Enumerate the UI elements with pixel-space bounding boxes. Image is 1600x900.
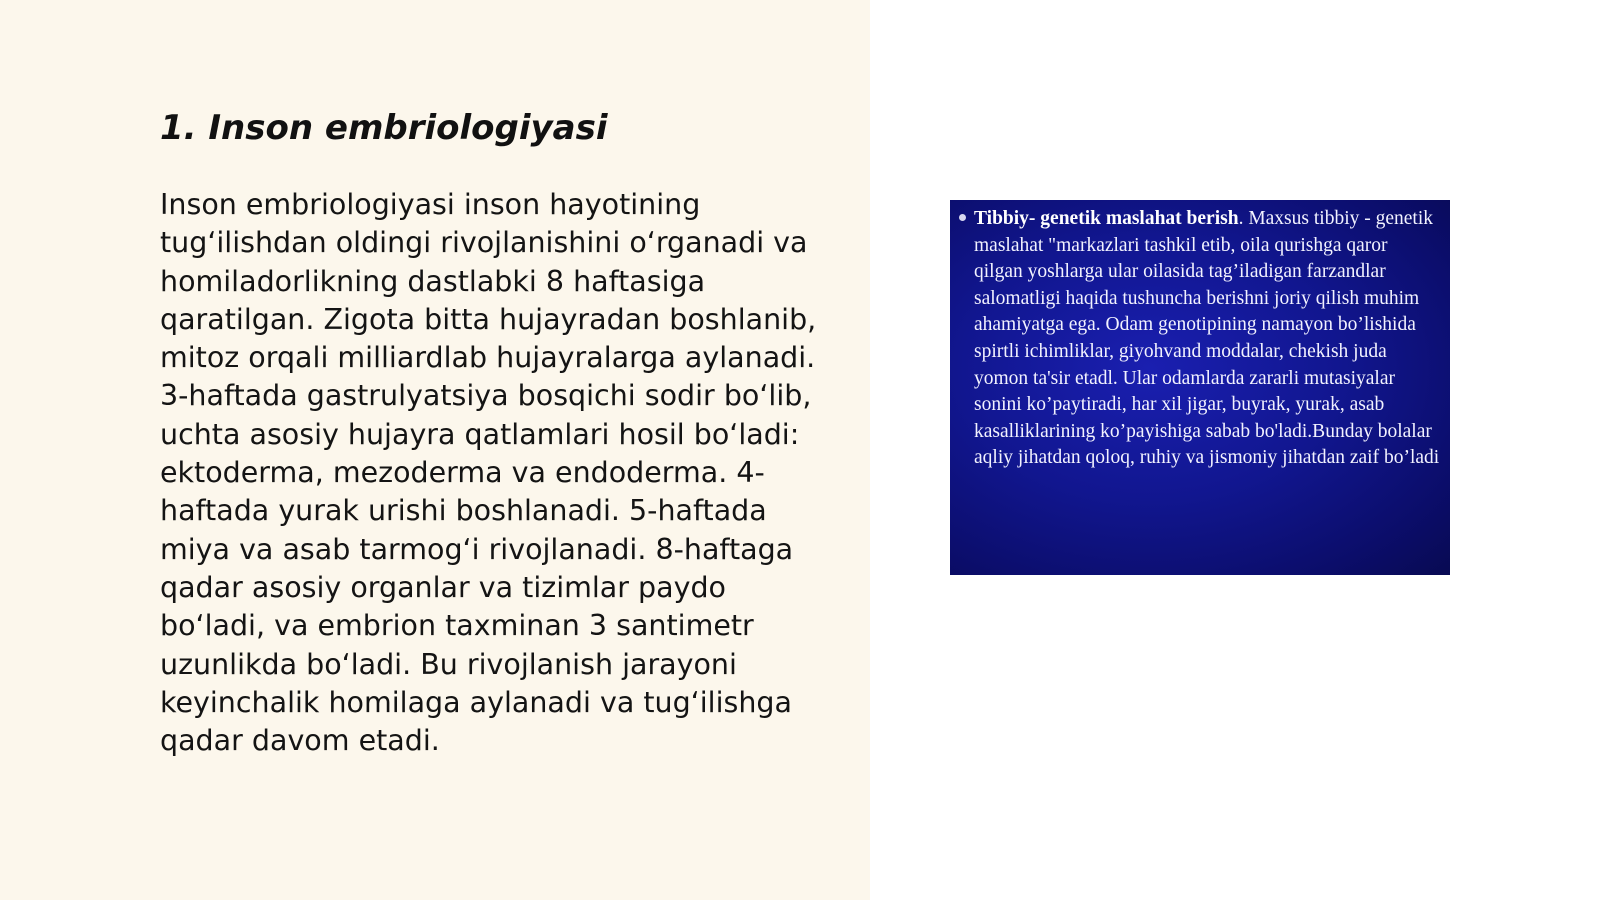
bullet-dot-icon [959, 214, 966, 221]
slide-title: 1. Inson embriologiyasi [160, 108, 608, 148]
image-paragraph [974, 206, 1440, 472]
image-bold-lead: Tibbiy- genetik maslahat berish [974, 208, 1239, 229]
slide-body-text: Inson embriologiyasi inson hayotining tugʻilishdan oldingi rivojlanishini oʻrganadi va homiladorlikning dastlabki 8 haftasiga qaratilgan. Zigota bitta hujayradan boshlanib, mitoz orqali milliardlab hujayralarga aylanadi. 3-haftada gastrulyatsiya bosqichi sodir boʻlib, uchta asosiy hujayra qatlamlari hosil boʻladi: ektoderma, mezoderma va endoderma. 4-haftada yurak urishi boshlanadi. 5-haftada miya va asab tarmogʻi rivojlanadi. 8-haftaga qadar asosiy organlar va tizimlar paydo boʻladi, va embrion taxminan 3 santimetr uzunlikda boʻladi. Bu rivojlanish jarayoni keyinchalik homilaga aylanadi va tugʻilishga qadar davom etadi. [160, 188, 817, 758]
embedded-text-image [950, 200, 1450, 575]
image-body-text: . Maxsus tibbiy - genetik maslahat "markazlari tashkil etib, oila qurishga qaror qilgan yoshlarga ular oilasida tag’iladigan farzandlar salomatligi haqida tushuncha berishni joriy qilish muhim ahamiyatga ega. Odam genotipining namayon bo’lishida spirtli ichimliklar, giyohvand moddalar, chekish juda yomon ta'sir etadl. Ular odamlarda zararli mutasiyalar sonini ko’paytiradi, har xil jigar, buyrak, yurak, asab kasalliklarining ko’payishiga sabab bo'ladi.Bunday bolalar aqliy jihatdan qoloq, ruhiy va jismoniy jihatdan zaif bo’ladi [974, 208, 1440, 469]
